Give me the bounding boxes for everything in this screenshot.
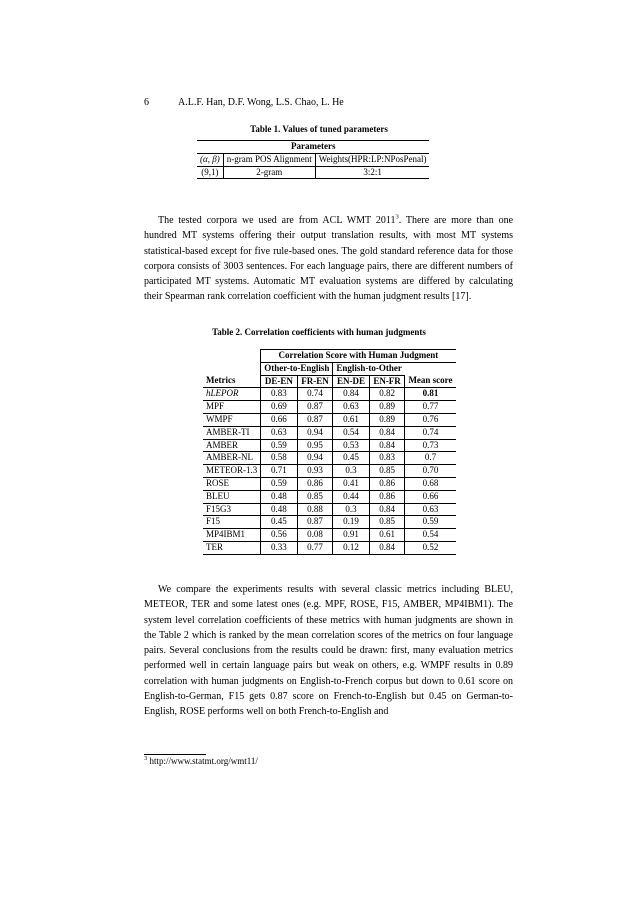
score-cell: 0.81 bbox=[405, 388, 456, 401]
score-cell: 0.3 bbox=[333, 503, 369, 516]
score-cell: 0.71 bbox=[261, 465, 297, 478]
table2-caption: Table 2. Correlation coefficients with human judgments bbox=[212, 327, 426, 337]
score-cell: 0.41 bbox=[333, 477, 369, 490]
footnote bbox=[144, 756, 258, 766]
score-cell: 0.63 bbox=[333, 401, 369, 414]
score-cell: 0.45 bbox=[333, 452, 369, 465]
score-cell: 0.93 bbox=[297, 465, 333, 478]
score-cell: 0.84 bbox=[333, 388, 369, 401]
table2-row bbox=[203, 541, 456, 554]
score-cell: 0.70 bbox=[405, 465, 456, 478]
score-cell: 0.68 bbox=[405, 477, 456, 490]
table1-cell: (9,1) bbox=[197, 166, 223, 179]
score-cell: 0.58 bbox=[261, 452, 297, 465]
table2-row bbox=[203, 452, 456, 465]
score-cell: 0.86 bbox=[369, 490, 405, 503]
metric-name-cell: AMBER bbox=[203, 439, 261, 452]
score-cell: 0.91 bbox=[333, 529, 369, 542]
table2-row bbox=[203, 413, 456, 426]
table2-row bbox=[203, 516, 456, 529]
metric-name-cell: MP4IBM1 bbox=[203, 529, 261, 542]
score-cell: 0.84 bbox=[369, 439, 405, 452]
score-cell: 0.63 bbox=[405, 503, 456, 516]
page-number: 6 bbox=[144, 97, 149, 108]
score-cell: 0.87 bbox=[297, 413, 333, 426]
score-cell: 0.85 bbox=[297, 490, 333, 503]
score-cell: 0.88 bbox=[297, 503, 333, 516]
table2-group-header: Other-to-English bbox=[261, 362, 333, 375]
score-cell: 0.56 bbox=[261, 529, 297, 542]
score-cell: 0.12 bbox=[333, 541, 369, 554]
footnote-mark: 3 bbox=[144, 755, 148, 762]
score-cell: 0.59 bbox=[405, 516, 456, 529]
table1-caption: Table 1. Values of tuned parameters bbox=[250, 124, 388, 134]
score-cell: 0.84 bbox=[369, 426, 405, 439]
table2-row bbox=[203, 477, 456, 490]
score-cell: 0.69 bbox=[261, 401, 297, 414]
metric-name-cell: F15G3 bbox=[203, 503, 261, 516]
score-cell: 0.54 bbox=[333, 426, 369, 439]
score-cell: 0.63 bbox=[261, 426, 297, 439]
score-cell: 0.48 bbox=[261, 490, 297, 503]
metric-name-cell: hLEPOR bbox=[203, 388, 261, 401]
table1-col-header: (α, β) bbox=[197, 153, 223, 166]
score-cell: 0.19 bbox=[333, 516, 369, 529]
score-cell: 0.87 bbox=[297, 516, 333, 529]
score-cell: 0.66 bbox=[261, 413, 297, 426]
table2-row bbox=[203, 529, 456, 542]
table2-row bbox=[203, 401, 456, 414]
table2-row bbox=[203, 503, 456, 516]
score-cell: 0.83 bbox=[261, 388, 297, 401]
score-cell: 0.53 bbox=[333, 439, 369, 452]
table2-row bbox=[203, 465, 456, 478]
table1-tuned-parameters bbox=[197, 140, 429, 179]
score-cell: 0.76 bbox=[405, 413, 456, 426]
metric-name-cell: AMBER-TI bbox=[203, 426, 261, 439]
score-cell: 0.52 bbox=[405, 541, 456, 554]
table2-row bbox=[203, 388, 456, 401]
score-cell: 0.77 bbox=[297, 541, 333, 554]
metric-name-cell: ROSE bbox=[203, 477, 261, 490]
score-cell: 0.94 bbox=[297, 452, 333, 465]
score-cell: 0.85 bbox=[369, 516, 405, 529]
table1-cell: 2-gram bbox=[223, 166, 315, 179]
table1-col-header: Weights(HPR:LP:NPosPenal) bbox=[315, 153, 429, 166]
table1-group-header: Parameters bbox=[197, 141, 429, 154]
metric-name-cell: AMBER-NL bbox=[203, 452, 261, 465]
metric-name-cell: BLEU bbox=[203, 490, 261, 503]
score-cell: 0.94 bbox=[297, 426, 333, 439]
score-cell: 0.89 bbox=[369, 401, 405, 414]
score-cell: 0.86 bbox=[369, 477, 405, 490]
score-cell: 0.54 bbox=[405, 529, 456, 542]
metric-name-cell: WMPF bbox=[203, 413, 261, 426]
score-cell: 0.84 bbox=[369, 541, 405, 554]
score-cell: 0.44 bbox=[333, 490, 369, 503]
score-cell: 0.74 bbox=[297, 388, 333, 401]
body-paragraph-1 bbox=[144, 213, 513, 305]
score-cell: 0.48 bbox=[261, 503, 297, 516]
table2-col-header: EN-FR bbox=[369, 375, 405, 388]
footnote-ref: 3 bbox=[395, 213, 399, 221]
table2-col-header: Mean score bbox=[405, 375, 456, 388]
score-cell: 0.7 bbox=[405, 452, 456, 465]
score-cell: 0.66 bbox=[405, 490, 456, 503]
score-cell: 0.82 bbox=[369, 388, 405, 401]
table2-group-header: English-to-Other bbox=[333, 362, 405, 375]
score-cell: 0.3 bbox=[333, 465, 369, 478]
score-cell: 0.74 bbox=[405, 426, 456, 439]
table2-col-header: Metrics bbox=[203, 375, 261, 388]
table1-col-header: n-gram POS Alignment bbox=[223, 153, 315, 166]
table2-correlation bbox=[203, 349, 456, 555]
table2-col-header: DE-EN bbox=[261, 375, 297, 388]
metric-name-cell: METEOR-1.3 bbox=[203, 465, 261, 478]
score-cell: 0.08 bbox=[297, 529, 333, 542]
footnote-divider bbox=[144, 754, 206, 755]
score-cell: 0.86 bbox=[297, 477, 333, 490]
footnote-url: http://www.statmt.org/wmt11/ bbox=[149, 756, 258, 766]
para1-text-cont: . There are more than one hundred MT systems offering their output translation results, with most MT systems statistical-based except for five rule-based ones. The gold standard reference data for those corpora consists of 3003 sentences. For each language pairs, there are different numbers of participated MT systems. Automatic MT evaluation systems are differed by calculating their Spearman rank correlation coefficient with the human judgment results [17]. bbox=[144, 215, 514, 303]
score-cell: 0.89 bbox=[369, 413, 405, 426]
score-cell: 0.95 bbox=[297, 439, 333, 452]
score-cell: 0.83 bbox=[369, 452, 405, 465]
para2-text: We compare the experiments results with several classic metrics including BLEU, METEOR, TER and some latest ones (e.g. MPF, ROSE, F15, AMBER, MP4IBM1). The system level correlation coefficients of these metrics with human judgments are shown in the Table 2 which is ranked by the mean correlation scores of the metrics on four language pairs. Several conclusions from the results could be drawn: first, many evaluation metrics performed well in certain language pairs but weak on others, e.g. WMPF results in 0.89 correlation with human judgments on English-to-French corpus but down to 0.61 score on English-to-German, F15 gets 0.87 score on French-to-English but 0.45 on German-to-English, ROSE performs well on both French-to-English and bbox=[144, 584, 513, 718]
score-cell: 0.87 bbox=[297, 401, 333, 414]
metric-name-cell: MPF bbox=[203, 401, 261, 414]
score-cell: 0.85 bbox=[369, 465, 405, 478]
table2-row bbox=[203, 490, 456, 503]
score-cell: 0.61 bbox=[333, 413, 369, 426]
running-header bbox=[144, 97, 344, 108]
score-cell: 0.61 bbox=[369, 529, 405, 542]
score-cell: 0.84 bbox=[369, 503, 405, 516]
metric-name-cell: TER bbox=[203, 541, 261, 554]
table2-col-header: FR-EN bbox=[297, 375, 333, 388]
score-cell: 0.59 bbox=[261, 439, 297, 452]
table2-super-header: Correlation Score with Human Judgment bbox=[261, 350, 456, 363]
score-cell: 0.33 bbox=[261, 541, 297, 554]
table2-row bbox=[203, 439, 456, 452]
para1-text: The tested corpora we used are from ACL WMT 2011 bbox=[158, 215, 396, 226]
score-cell: 0.59 bbox=[261, 477, 297, 490]
author-list: A.L.F. Han, D.F. Wong, L.S. Chao, L. He bbox=[178, 97, 344, 108]
table1-cell: 3:2:1 bbox=[315, 166, 429, 179]
score-cell: 0.77 bbox=[405, 401, 456, 414]
metric-name-cell: F15 bbox=[203, 516, 261, 529]
body-paragraph-2 bbox=[144, 582, 513, 720]
table2-col-header: EN-DE bbox=[333, 375, 369, 388]
score-cell: 0.73 bbox=[405, 439, 456, 452]
score-cell: 0.45 bbox=[261, 516, 297, 529]
table2-row bbox=[203, 426, 456, 439]
